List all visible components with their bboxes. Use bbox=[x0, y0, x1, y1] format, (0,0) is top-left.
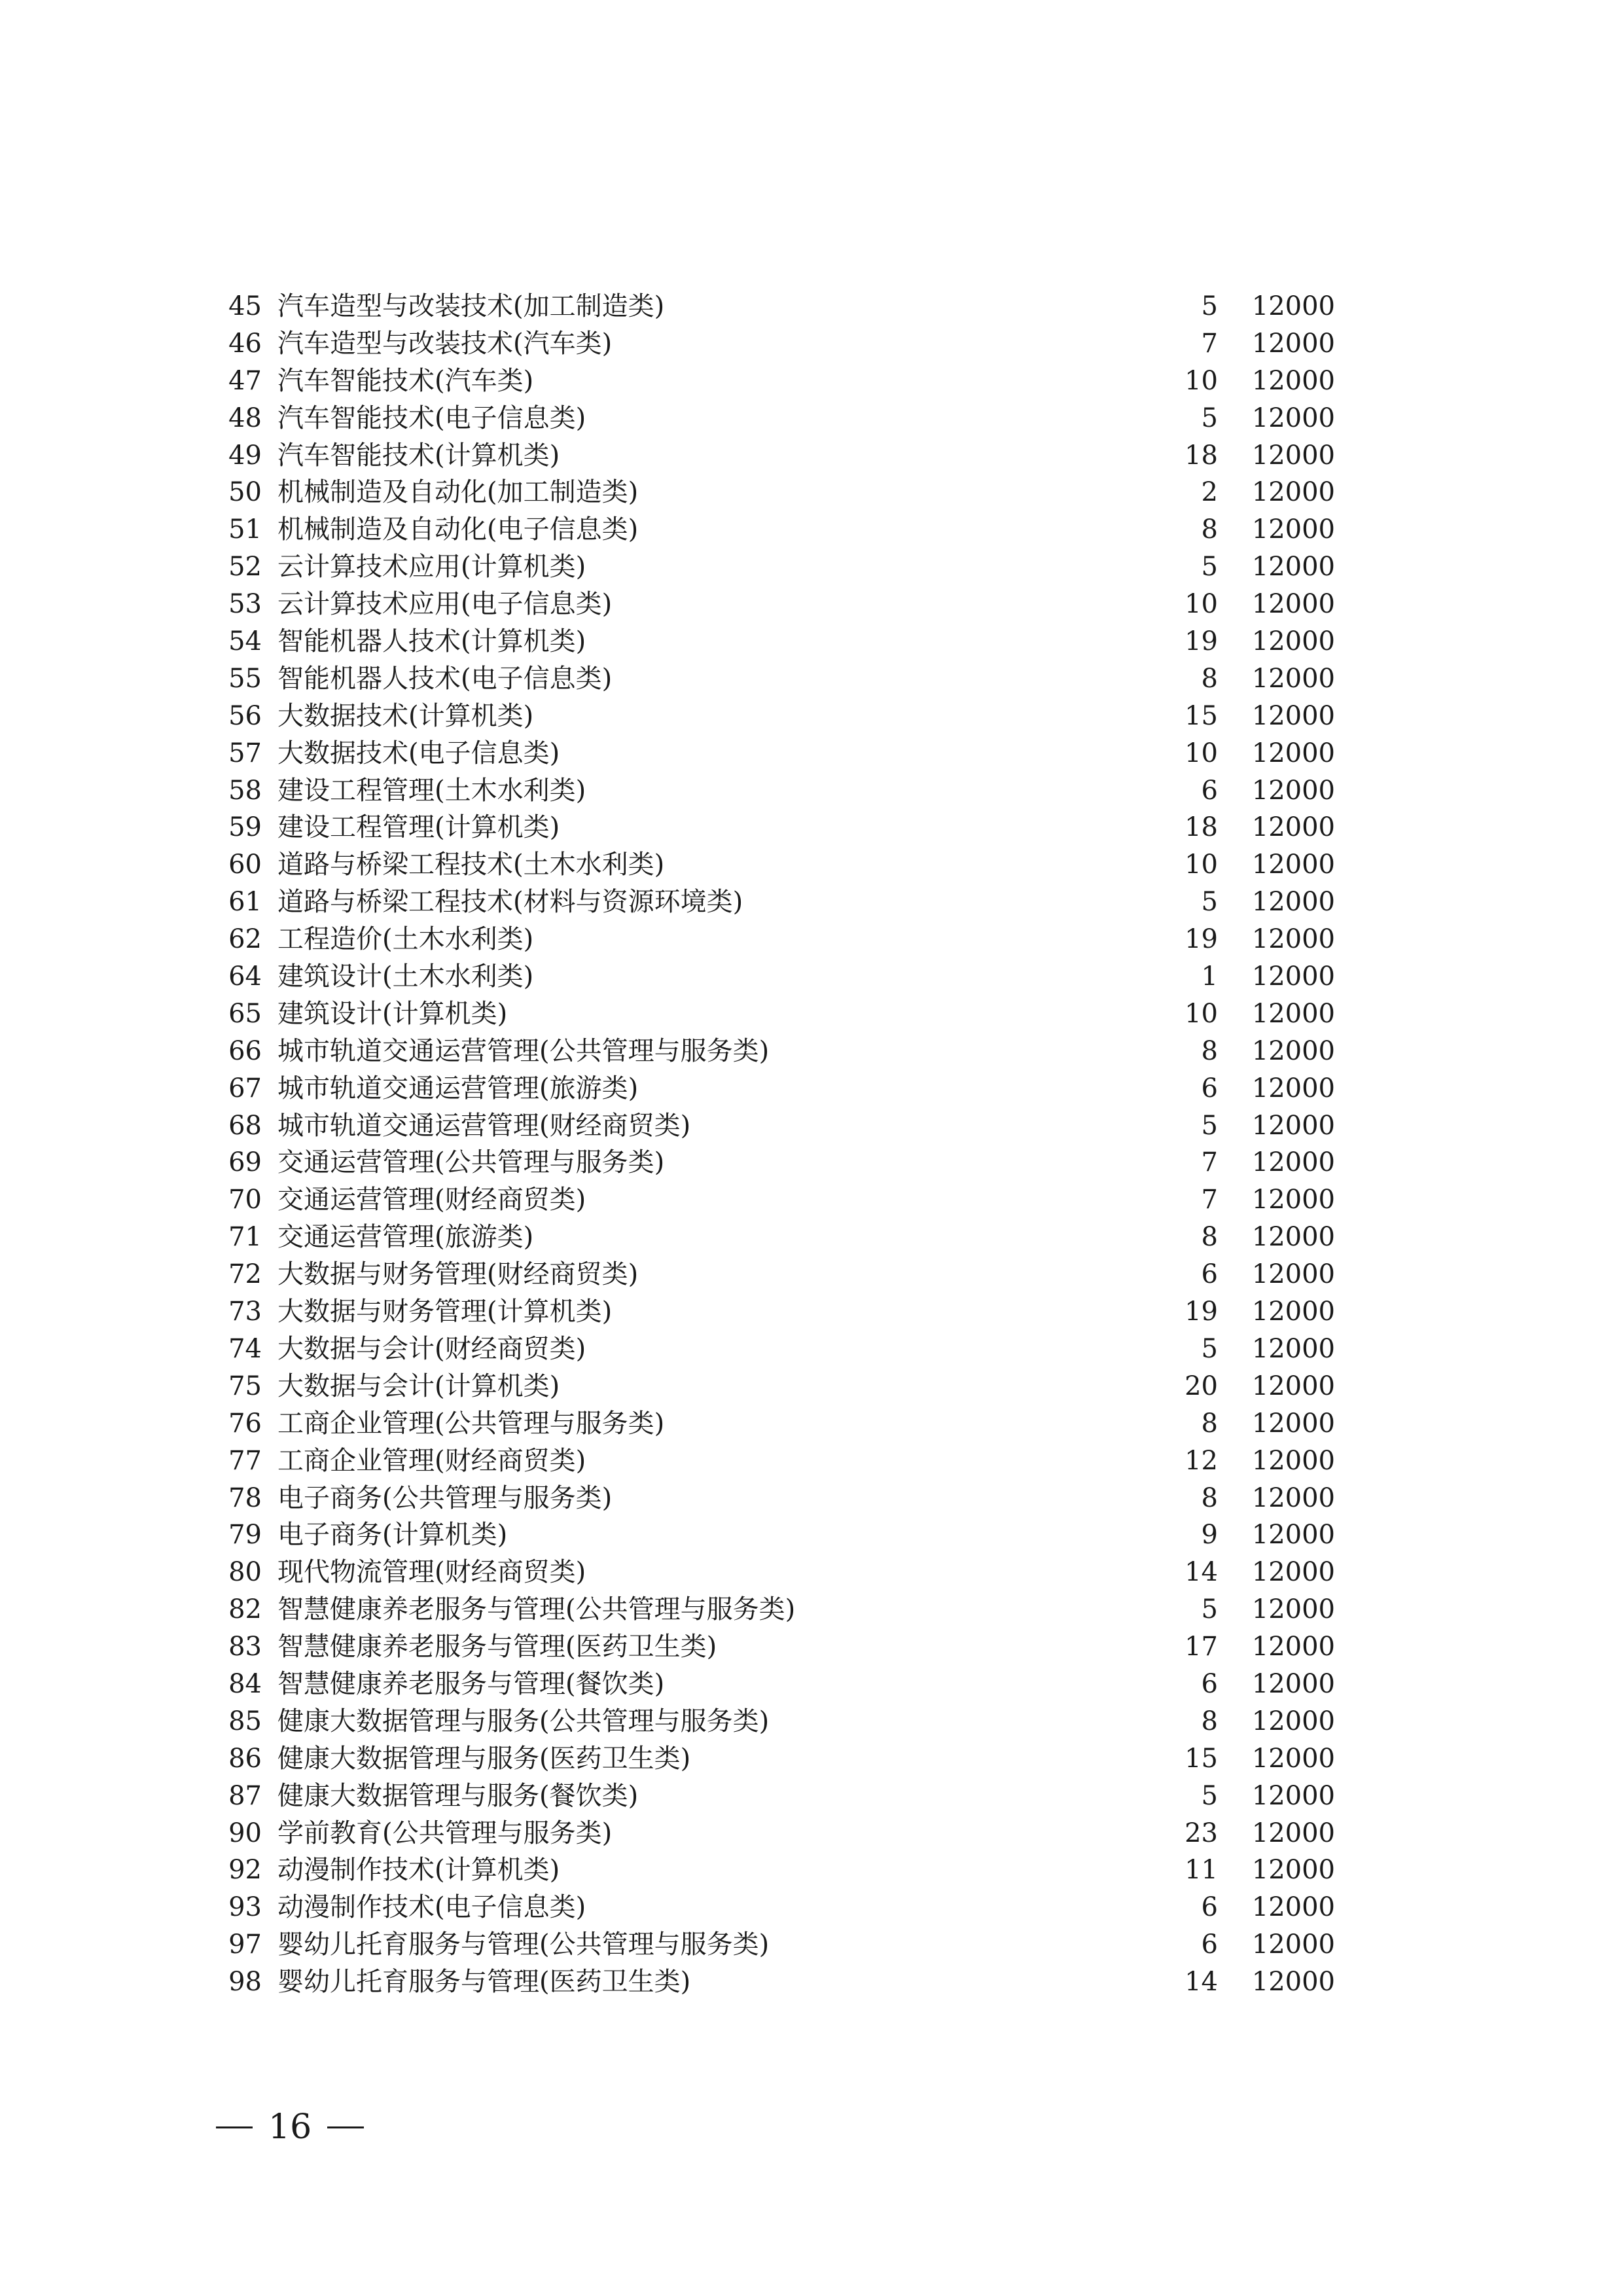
tuition-fee: 12000 bbox=[1251, 365, 1335, 396]
row-number: 56 bbox=[228, 700, 262, 731]
enrollment-count: 10 bbox=[1185, 998, 1218, 1029]
major-name: 道路与桥梁工程技术(材料与资源环境类) bbox=[277, 887, 743, 918]
enrollment-count: 10 bbox=[1185, 589, 1218, 620]
table-row bbox=[223, 1256, 1335, 1293]
major-name: 智能机器人技术(计算机类) bbox=[277, 626, 586, 657]
major-name: 婴幼儿托育服务与管理(公共管理与服务类) bbox=[277, 1929, 770, 1960]
major-name: 动漫制作技术(电子信息类) bbox=[277, 1892, 586, 1923]
enrollment-count: 8 bbox=[1201, 1408, 1218, 1439]
tuition-fee: 12000 bbox=[1251, 440, 1335, 471]
enrollment-count: 20 bbox=[1185, 1371, 1218, 1401]
row-number: 87 bbox=[228, 1780, 262, 1811]
row-number: 57 bbox=[228, 738, 262, 768]
major-name: 智慧健康养老服务与管理(公共管理与服务类) bbox=[277, 1594, 796, 1625]
row-number: 55 bbox=[228, 663, 262, 694]
table-row bbox=[223, 1554, 1335, 1591]
row-number: 90 bbox=[228, 1818, 262, 1848]
enrollment-count: 6 bbox=[1201, 775, 1218, 806]
tuition-fee: 12000 bbox=[1251, 1557, 1335, 1588]
major-name: 电子商务(计算机类) bbox=[277, 1520, 508, 1551]
table-row bbox=[223, 1889, 1335, 1926]
tuition-fee: 12000 bbox=[1251, 1371, 1335, 1401]
table-row bbox=[223, 363, 1335, 400]
tuition-fee: 12000 bbox=[1251, 1632, 1335, 1662]
tuition-fee: 12000 bbox=[1251, 1594, 1335, 1625]
major-name: 健康大数据管理与服务(医药卫生类) bbox=[277, 1743, 691, 1774]
enrollment-count: 6 bbox=[1201, 1073, 1218, 1103]
enrollment-count: 8 bbox=[1201, 514, 1218, 545]
major-name: 城市轨道交通运营管理(公共管理与服务类) bbox=[277, 1035, 770, 1066]
row-number: 92 bbox=[228, 1855, 262, 1886]
tuition-fee: 12000 bbox=[1251, 961, 1335, 992]
major-name: 现代物流管理(财经商贸类) bbox=[277, 1557, 586, 1588]
enrollment-count: 14 bbox=[1185, 1557, 1218, 1588]
row-number: 77 bbox=[228, 1445, 262, 1476]
major-name: 汽车造型与改装技术(汽车类) bbox=[277, 328, 613, 359]
row-number: 80 bbox=[228, 1557, 262, 1588]
enrollment-count: 19 bbox=[1185, 1297, 1218, 1327]
table-row bbox=[223, 586, 1335, 623]
tuition-fee: 12000 bbox=[1251, 700, 1335, 731]
row-number: 78 bbox=[228, 1482, 262, 1513]
row-number: 72 bbox=[228, 1259, 262, 1290]
row-number: 97 bbox=[228, 1929, 262, 1960]
row-number: 54 bbox=[228, 626, 262, 657]
major-name: 云计算技术应用(电子信息类) bbox=[277, 589, 613, 620]
table-row bbox=[223, 1181, 1335, 1219]
enrollment-count: 8 bbox=[1201, 1482, 1218, 1513]
row-number: 67 bbox=[228, 1073, 262, 1103]
enrollment-count: 5 bbox=[1201, 1110, 1218, 1141]
tuition-fee: 12000 bbox=[1251, 1222, 1335, 1253]
table-row bbox=[223, 809, 1335, 846]
tuition-fee: 12000 bbox=[1251, 1297, 1335, 1327]
row-number: 65 bbox=[228, 998, 262, 1029]
row-number: 49 bbox=[228, 440, 262, 471]
major-name: 电子商务(公共管理与服务类) bbox=[277, 1482, 613, 1513]
tuition-fee: 12000 bbox=[1251, 1185, 1335, 1215]
table-row bbox=[223, 1852, 1335, 1889]
enrollment-count: 1 bbox=[1201, 961, 1218, 992]
tuition-fee: 12000 bbox=[1251, 850, 1335, 880]
enrollment-count: 11 bbox=[1185, 1855, 1218, 1886]
row-number: 85 bbox=[228, 1706, 262, 1736]
enrollment-count: 8 bbox=[1201, 1706, 1218, 1736]
tuition-fee: 12000 bbox=[1251, 328, 1335, 359]
enrollment-count: 23 bbox=[1185, 1818, 1218, 1848]
table-row bbox=[223, 1070, 1335, 1107]
tuition-fee: 12000 bbox=[1251, 1706, 1335, 1736]
enrollment-count: 7 bbox=[1201, 328, 1218, 359]
tuition-fee: 12000 bbox=[1251, 589, 1335, 620]
table-row bbox=[223, 1516, 1335, 1554]
major-name: 城市轨道交通运营管理(财经商贸类) bbox=[277, 1110, 691, 1141]
table-row bbox=[223, 846, 1335, 884]
enrollment-count: 6 bbox=[1201, 1259, 1218, 1290]
table-row bbox=[223, 1926, 1335, 1964]
major-name: 汽车智能技术(电子信息类) bbox=[277, 403, 586, 433]
enrollment-count: 5 bbox=[1201, 1594, 1218, 1625]
row-number: 52 bbox=[228, 552, 262, 583]
tuition-fee: 12000 bbox=[1251, 1110, 1335, 1141]
tuition-fee: 12000 bbox=[1251, 1445, 1335, 1476]
tuition-fee: 12000 bbox=[1251, 738, 1335, 768]
enrollment-count: 17 bbox=[1185, 1632, 1218, 1662]
row-number: 59 bbox=[228, 812, 262, 843]
row-number: 79 bbox=[228, 1520, 262, 1551]
enrollment-count: 18 bbox=[1185, 812, 1218, 843]
table-row bbox=[223, 735, 1335, 772]
major-name: 工程造价(土木水利类) bbox=[277, 924, 534, 955]
enrollment-count: 9 bbox=[1201, 1520, 1218, 1551]
table-row bbox=[223, 548, 1335, 586]
major-name: 智能机器人技术(电子信息类) bbox=[277, 663, 613, 694]
enrollment-count: 5 bbox=[1201, 887, 1218, 918]
row-number: 71 bbox=[228, 1222, 262, 1253]
table-row bbox=[223, 325, 1335, 363]
table-row bbox=[223, 996, 1335, 1033]
enrollment-count: 8 bbox=[1201, 663, 1218, 694]
table-row bbox=[223, 1591, 1335, 1628]
major-name: 汽车智能技术(计算机类) bbox=[277, 440, 560, 471]
row-number: 46 bbox=[228, 328, 262, 359]
table-row bbox=[223, 958, 1335, 996]
row-number: 62 bbox=[228, 924, 262, 955]
enrollment-count: 10 bbox=[1185, 738, 1218, 768]
row-number: 76 bbox=[228, 1408, 262, 1439]
major-name: 大数据与财务管理(财经商贸类) bbox=[277, 1259, 639, 1290]
tuition-fee: 12000 bbox=[1251, 403, 1335, 433]
tuition-fee: 12000 bbox=[1251, 1668, 1335, 1699]
enrollment-count: 14 bbox=[1185, 1967, 1218, 1998]
enrollment-count: 7 bbox=[1201, 1185, 1218, 1215]
major-name: 健康大数据管理与服务(餐饮类) bbox=[277, 1780, 639, 1811]
tuition-fee: 12000 bbox=[1251, 626, 1335, 657]
table-row bbox=[223, 1293, 1335, 1331]
enrollment-count: 19 bbox=[1185, 924, 1218, 955]
tuition-fee: 12000 bbox=[1251, 1967, 1335, 1998]
table-row bbox=[223, 1368, 1335, 1405]
table-row bbox=[223, 772, 1335, 810]
row-number: 83 bbox=[228, 1632, 262, 1662]
table-row bbox=[223, 474, 1335, 511]
table-row bbox=[223, 1144, 1335, 1181]
row-number: 61 bbox=[228, 887, 262, 918]
left-dash bbox=[216, 2126, 253, 2128]
row-number: 66 bbox=[228, 1035, 262, 1066]
major-name: 工商企业管理(财经商贸类) bbox=[277, 1445, 586, 1476]
major-name: 汽车造型与改装技术(加工制造类) bbox=[277, 291, 665, 321]
major-name: 动漫制作技术(计算机类) bbox=[277, 1855, 560, 1886]
row-number: 51 bbox=[228, 514, 262, 545]
major-name: 交通运营管理(旅游类) bbox=[277, 1222, 534, 1253]
row-number: 58 bbox=[228, 775, 262, 806]
major-name: 智慧健康养老服务与管理(餐饮类) bbox=[277, 1668, 665, 1699]
major-name: 工商企业管理(公共管理与服务类) bbox=[277, 1408, 665, 1439]
enrollment-table bbox=[223, 288, 1335, 2001]
major-name: 大数据技术(计算机类) bbox=[277, 700, 534, 731]
page-number: 16 bbox=[268, 2108, 312, 2147]
row-number: 93 bbox=[228, 1892, 262, 1923]
enrollment-count: 15 bbox=[1185, 1743, 1218, 1774]
table-row bbox=[223, 1443, 1335, 1480]
enrollment-count: 7 bbox=[1201, 1147, 1218, 1178]
major-name: 大数据与财务管理(计算机类) bbox=[277, 1297, 613, 1327]
enrollment-count: 5 bbox=[1201, 1333, 1218, 1364]
row-number: 60 bbox=[228, 850, 262, 880]
row-number: 98 bbox=[228, 1967, 262, 1998]
tuition-fee: 12000 bbox=[1251, 1259, 1335, 1290]
tuition-fee: 12000 bbox=[1251, 924, 1335, 955]
table-row bbox=[223, 1815, 1335, 1852]
enrollment-count: 6 bbox=[1201, 1892, 1218, 1923]
enrollment-count: 10 bbox=[1185, 365, 1218, 396]
enrollment-count: 2 bbox=[1201, 477, 1218, 508]
tuition-fee: 12000 bbox=[1251, 1073, 1335, 1103]
table-row bbox=[223, 1219, 1335, 1256]
tuition-fee: 12000 bbox=[1251, 887, 1335, 918]
table-row bbox=[223, 511, 1335, 548]
row-number: 86 bbox=[228, 1743, 262, 1774]
table-row bbox=[223, 1740, 1335, 1778]
major-name: 交通运营管理(财经商贸类) bbox=[277, 1185, 586, 1215]
row-number: 73 bbox=[228, 1297, 262, 1327]
tuition-fee: 12000 bbox=[1251, 1818, 1335, 1848]
tuition-fee: 12000 bbox=[1251, 998, 1335, 1029]
tuition-fee: 12000 bbox=[1251, 663, 1335, 694]
row-number: 84 bbox=[228, 1668, 262, 1699]
tuition-fee: 12000 bbox=[1251, 812, 1335, 843]
page-number-footer bbox=[216, 2101, 364, 2153]
tuition-fee: 12000 bbox=[1251, 477, 1335, 508]
table-row bbox=[223, 1107, 1335, 1145]
enrollment-count: 12 bbox=[1185, 1445, 1218, 1476]
tuition-fee: 12000 bbox=[1251, 1333, 1335, 1364]
right-dash bbox=[327, 2126, 364, 2128]
tuition-fee: 12000 bbox=[1251, 1780, 1335, 1811]
tuition-fee: 12000 bbox=[1251, 552, 1335, 583]
tuition-fee: 12000 bbox=[1251, 1482, 1335, 1513]
row-number: 64 bbox=[228, 961, 262, 992]
major-name: 智慧健康养老服务与管理(医药卫生类) bbox=[277, 1632, 717, 1662]
table-row bbox=[223, 1703, 1335, 1740]
enrollment-count: 6 bbox=[1201, 1668, 1218, 1699]
major-name: 机械制造及自动化(加工制造类) bbox=[277, 477, 639, 508]
major-name: 建设工程管理(土木水利类) bbox=[277, 775, 586, 806]
enrollment-count: 19 bbox=[1185, 626, 1218, 657]
table-row bbox=[223, 1405, 1335, 1443]
row-number: 75 bbox=[228, 1371, 262, 1401]
enrollment-count: 8 bbox=[1201, 1222, 1218, 1253]
major-name: 大数据技术(电子信息类) bbox=[277, 738, 560, 768]
row-number: 53 bbox=[228, 589, 262, 620]
enrollment-count: 18 bbox=[1185, 440, 1218, 471]
tuition-fee: 12000 bbox=[1251, 775, 1335, 806]
enrollment-count: 10 bbox=[1185, 850, 1218, 880]
major-name: 大数据与会计(计算机类) bbox=[277, 1371, 560, 1401]
table-row bbox=[223, 660, 1335, 698]
table-row bbox=[223, 437, 1335, 475]
major-name: 城市轨道交通运营管理(旅游类) bbox=[277, 1073, 639, 1103]
major-name: 建筑设计(计算机类) bbox=[277, 998, 508, 1029]
tuition-fee: 12000 bbox=[1251, 1035, 1335, 1066]
table-row bbox=[223, 1480, 1335, 1517]
major-name: 交通运营管理(公共管理与服务类) bbox=[277, 1147, 665, 1178]
table-row bbox=[223, 623, 1335, 660]
table-row bbox=[223, 1331, 1335, 1368]
table-row bbox=[223, 1628, 1335, 1666]
major-name: 云计算技术应用(计算机类) bbox=[277, 552, 586, 583]
table-row bbox=[223, 1033, 1335, 1070]
table-row bbox=[223, 1666, 1335, 1703]
enrollment-count: 5 bbox=[1201, 552, 1218, 583]
table-row bbox=[223, 1964, 1335, 2001]
table-row bbox=[223, 921, 1335, 958]
tuition-fee: 12000 bbox=[1251, 1743, 1335, 1774]
enrollment-count: 6 bbox=[1201, 1929, 1218, 1960]
tuition-fee: 12000 bbox=[1251, 1520, 1335, 1551]
row-number: 47 bbox=[228, 365, 262, 396]
major-name: 建设工程管理(计算机类) bbox=[277, 812, 560, 843]
row-number: 68 bbox=[228, 1110, 262, 1141]
major-name: 机械制造及自动化(电子信息类) bbox=[277, 514, 639, 545]
major-name: 婴幼儿托育服务与管理(医药卫生类) bbox=[277, 1967, 691, 1998]
row-number: 48 bbox=[228, 403, 262, 433]
tuition-fee: 12000 bbox=[1251, 291, 1335, 321]
major-name: 大数据与会计(财经商贸类) bbox=[277, 1333, 586, 1364]
table-row bbox=[223, 884, 1335, 921]
table-row bbox=[223, 400, 1335, 437]
enrollment-count: 8 bbox=[1201, 1035, 1218, 1066]
enrollment-count: 5 bbox=[1201, 1780, 1218, 1811]
tuition-fee: 12000 bbox=[1251, 1147, 1335, 1178]
row-number: 70 bbox=[228, 1185, 262, 1215]
table-row bbox=[223, 1778, 1335, 1815]
major-name: 学前教育(公共管理与服务类) bbox=[277, 1818, 613, 1848]
row-number: 50 bbox=[228, 477, 262, 508]
enrollment-count: 5 bbox=[1201, 403, 1218, 433]
major-name: 健康大数据管理与服务(公共管理与服务类) bbox=[277, 1706, 770, 1736]
row-number: 74 bbox=[228, 1333, 262, 1364]
enrollment-count: 15 bbox=[1185, 700, 1218, 731]
row-number: 69 bbox=[228, 1147, 262, 1178]
tuition-fee: 12000 bbox=[1251, 1929, 1335, 1960]
enrollment-count: 5 bbox=[1201, 291, 1218, 321]
row-number: 82 bbox=[228, 1594, 262, 1625]
row-number: 45 bbox=[228, 291, 262, 321]
tuition-fee: 12000 bbox=[1251, 514, 1335, 545]
major-name: 汽车智能技术(汽车类) bbox=[277, 365, 534, 396]
table-row bbox=[223, 288, 1335, 325]
major-name: 建筑设计(土木水利类) bbox=[277, 961, 534, 992]
table-row bbox=[223, 698, 1335, 735]
major-name: 道路与桥梁工程技术(土木水利类) bbox=[277, 850, 665, 880]
tuition-fee: 12000 bbox=[1251, 1855, 1335, 1886]
tuition-fee: 12000 bbox=[1251, 1408, 1335, 1439]
tuition-fee: 12000 bbox=[1251, 1892, 1335, 1923]
